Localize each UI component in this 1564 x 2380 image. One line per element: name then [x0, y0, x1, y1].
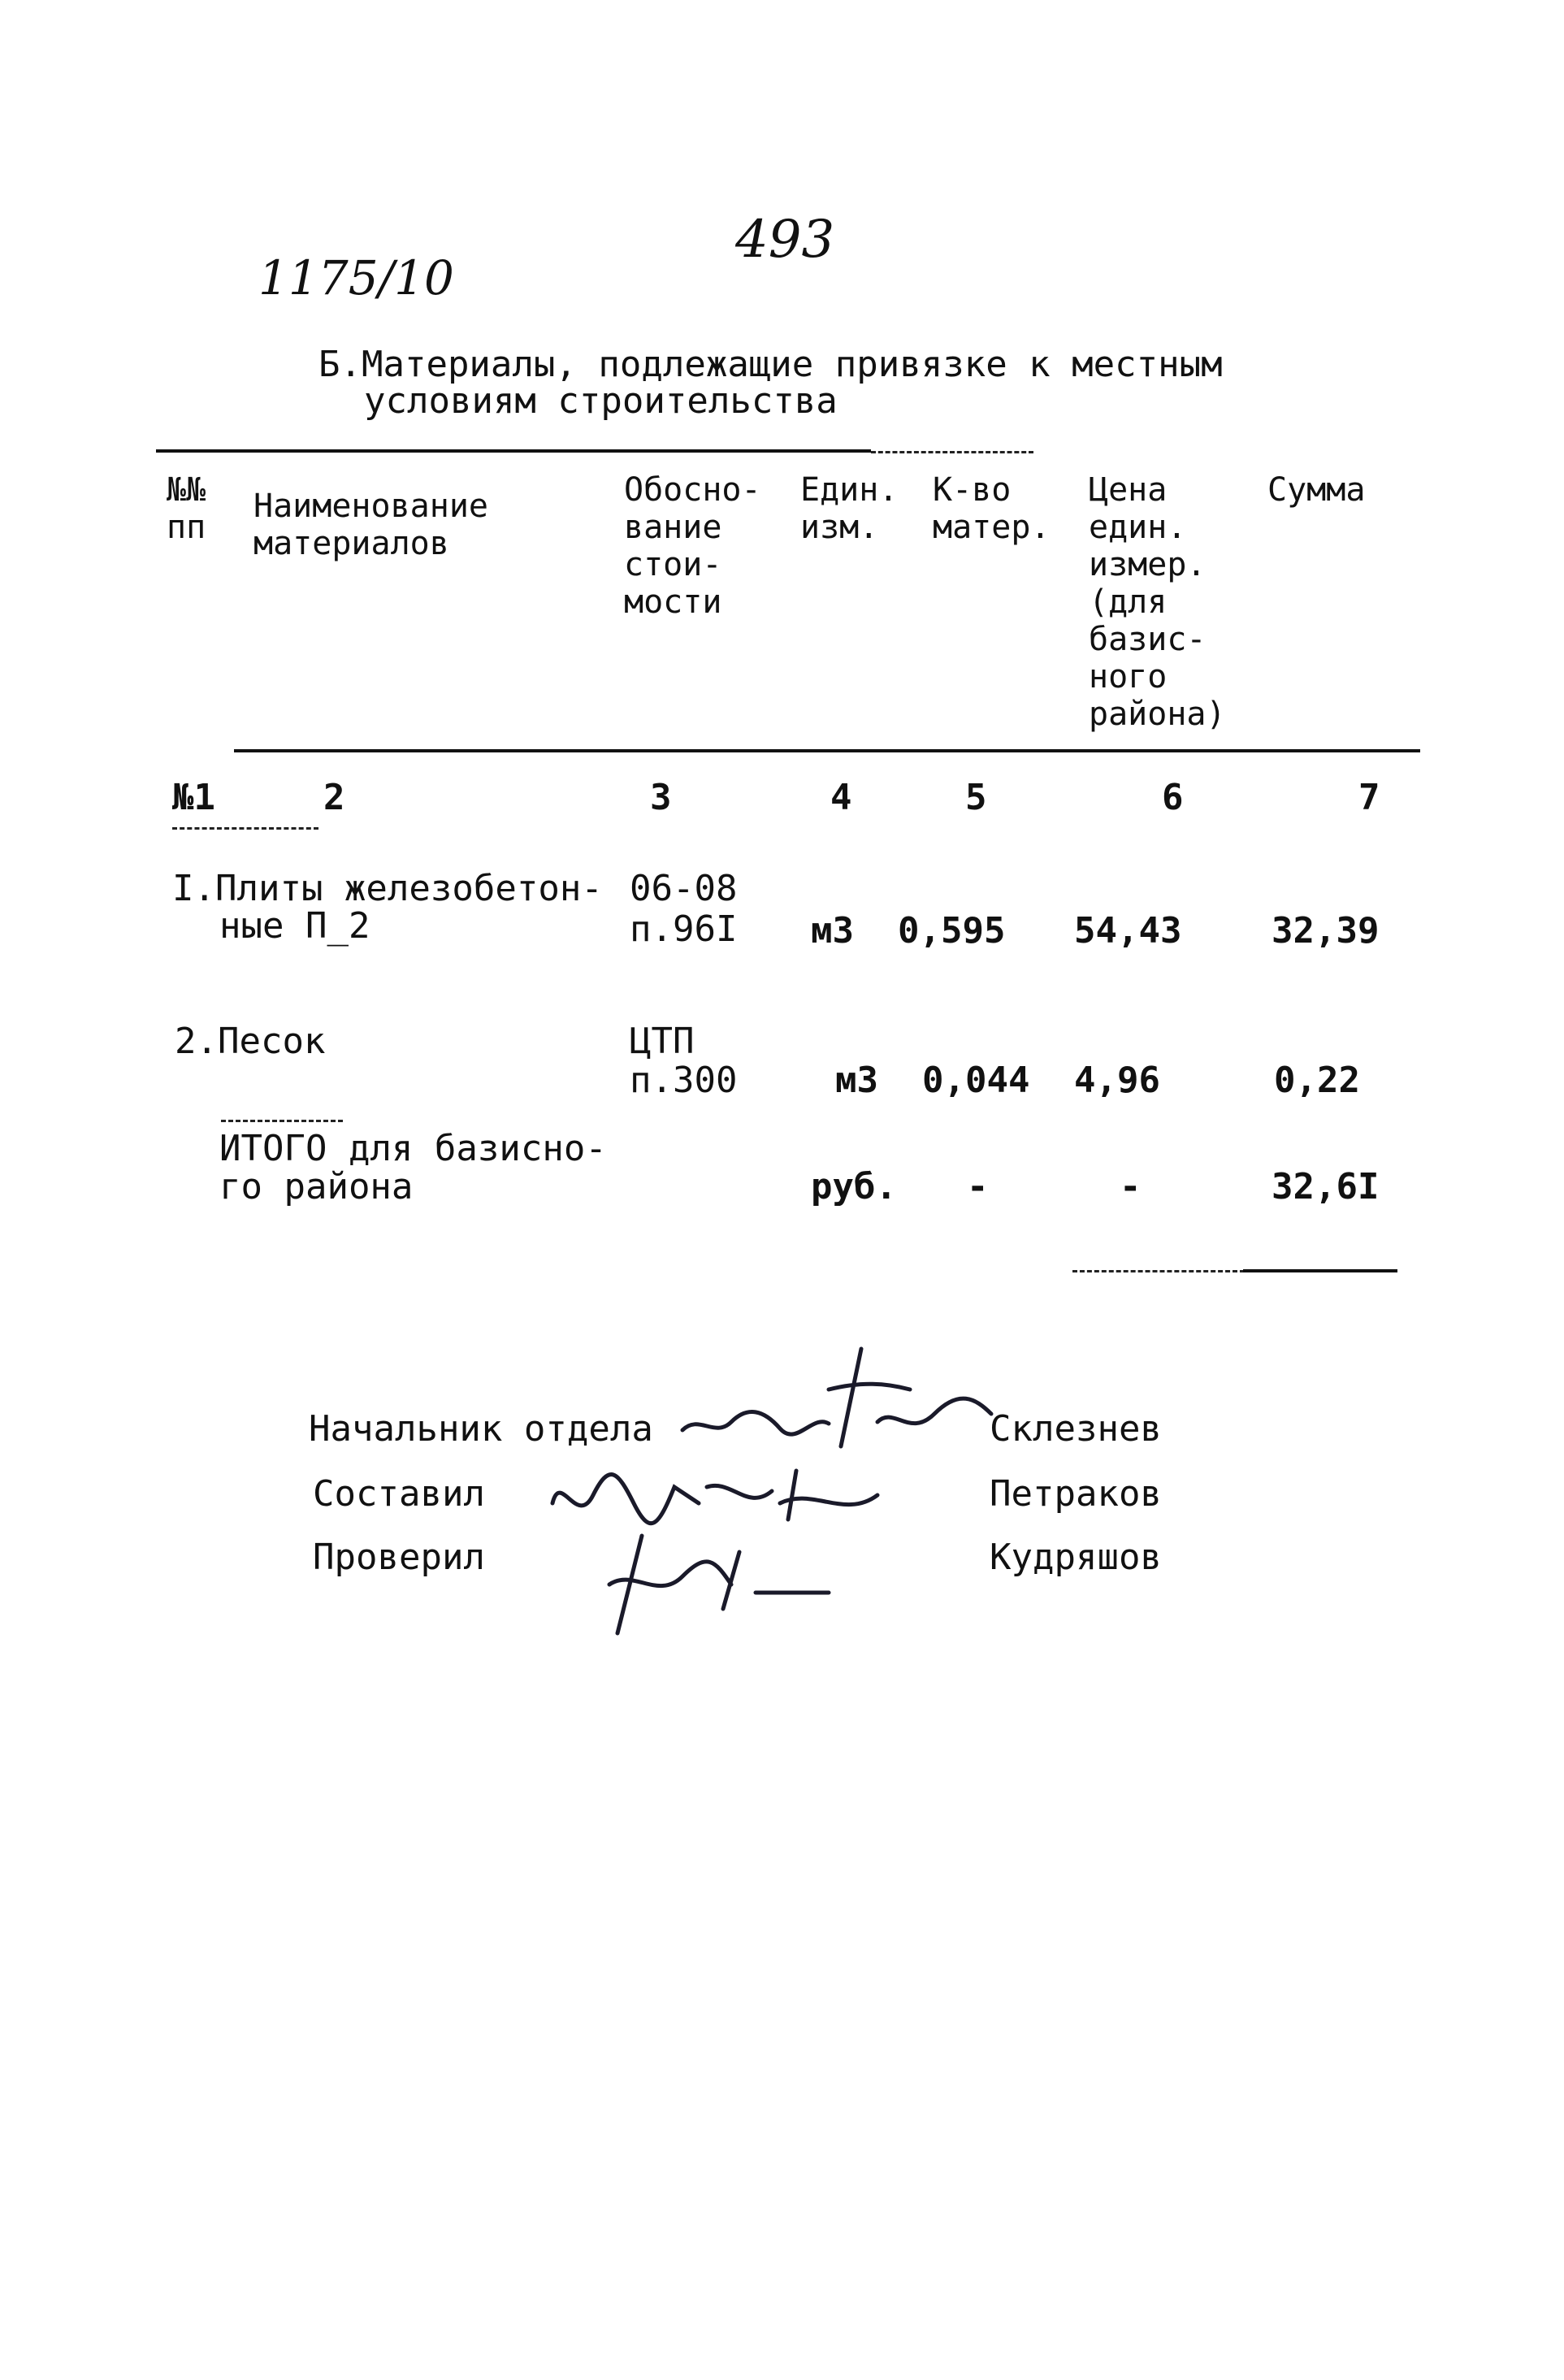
signature-role-checked: Проверил	[313, 1537, 485, 1578]
signature-name-checked: Кудряшов	[990, 1537, 1162, 1578]
column-number-6: 6	[1162, 777, 1184, 818]
table-top-rule	[156, 449, 871, 453]
total-qty: -	[967, 1166, 989, 1207]
total-label-line1: ИТОГО для базисно-	[219, 1128, 607, 1169]
column-number-7: 7	[1358, 777, 1380, 818]
section-heading-line1: Б.Материалы, подлежащие привязке к местным	[318, 344, 1223, 385]
header-col-unit: Един. изм.	[800, 471, 899, 546]
total-separator	[221, 1120, 343, 1122]
total-unit: руб.	[811, 1166, 897, 1207]
handwritten-signature-head	[666, 1333, 1007, 1463]
row1-price: 54,43	[1074, 910, 1182, 952]
row1-name-line1: I.Плиты железобетон-	[172, 868, 603, 909]
total-price: -	[1120, 1166, 1142, 1207]
header-col-basis: Обосно- вание стои- мости	[624, 471, 761, 621]
header-col-qty: К-во матер.	[933, 471, 1051, 546]
column-number-2: 2	[323, 777, 345, 818]
row1-unit: м3	[811, 910, 854, 952]
handwritten-signature-checked	[593, 1528, 837, 1641]
row1-name-line2: ные П_2	[219, 905, 370, 947]
header-bottom-rule	[234, 749, 1420, 752]
row2-basis-line2: п.300	[630, 1060, 738, 1101]
column-number-4: 4	[830, 777, 852, 818]
row2-basis-line1: ЦТП	[630, 1021, 695, 1062]
document-reference: 1175/10	[258, 250, 454, 306]
total-sum: 32,6I	[1272, 1166, 1380, 1207]
signature-name-compiled: Петраков	[990, 1473, 1162, 1515]
row1-basis-line1: 06-08	[630, 868, 738, 909]
table-bottom-rule-solid	[1243, 1269, 1397, 1272]
header-col-sum: Сумма	[1267, 471, 1366, 509]
page-number: 493	[735, 210, 835, 270]
column-number-3: 3	[650, 777, 672, 818]
column-number-1: №1	[172, 777, 215, 818]
row2-sum: 0,22	[1274, 1060, 1360, 1101]
header-col-price: Цена един. измер. (для базис- ного района)	[1089, 471, 1226, 733]
row2-name: 2.Песок	[175, 1021, 326, 1062]
row1-basis-line2: п.96I	[630, 908, 738, 950]
signature-role-compiled: Составил	[313, 1473, 485, 1515]
row2-unit: м3	[835, 1060, 878, 1101]
section-heading-line2: условиям строительства	[364, 380, 838, 422]
column-number-5: 5	[965, 777, 987, 818]
total-label-line2: го района	[219, 1166, 414, 1207]
signature-name-head: Склезнев	[990, 1408, 1162, 1450]
row1-sum: 32,39	[1272, 910, 1380, 952]
signature-role-head: Начальник отдела	[309, 1408, 653, 1450]
row1-qty: 0,595	[898, 910, 1006, 952]
column-number-underline	[172, 827, 318, 830]
row2-price: 4,96	[1074, 1060, 1160, 1101]
row2-qty: 0,044	[922, 1060, 1030, 1101]
header-col-name: Наименование материалов	[253, 488, 488, 562]
table-top-rule-dashed	[871, 451, 1033, 453]
header-col-number: №№ пп	[167, 471, 206, 546]
